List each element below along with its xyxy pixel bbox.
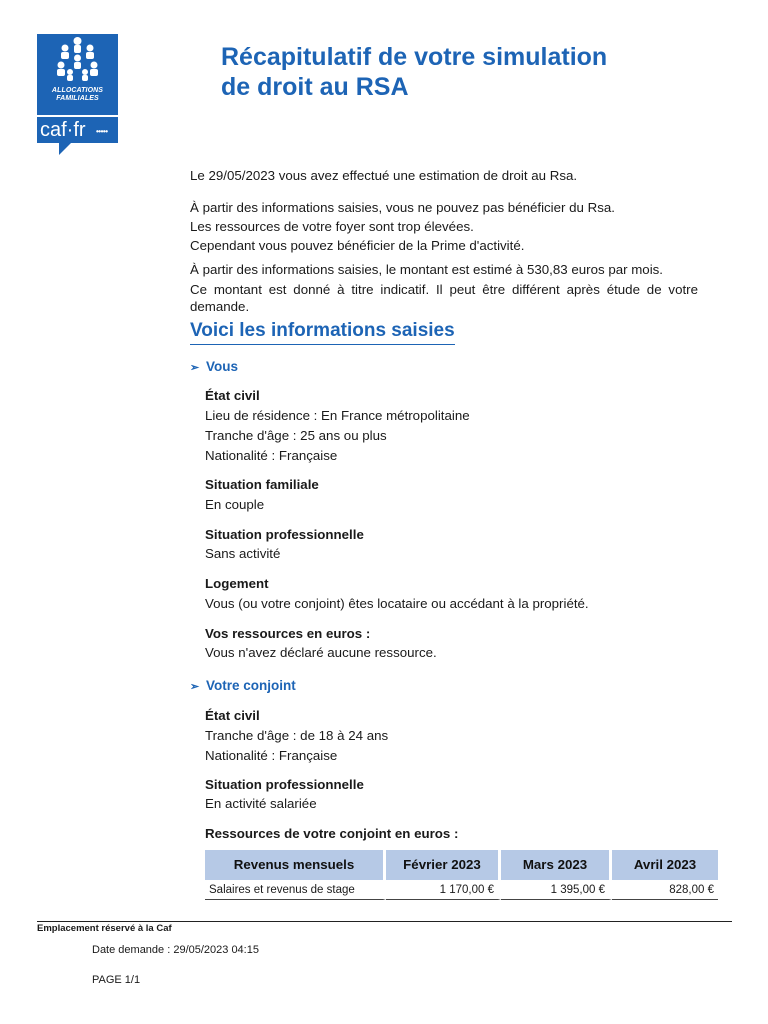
logo-caption	[37, 87, 118, 103]
table-cell-value: 1 170,00 €	[386, 880, 501, 900]
conjoint-ressources-table	[205, 850, 718, 900]
logo-brand: caf·fr	[40, 119, 86, 141]
logo-caption-line1: ALLOCATIONS	[51, 87, 104, 94]
conjoint-ressources-label: Ressources de votre conjoint en euros :	[205, 826, 459, 841]
section-title: Voici les informations saisies	[190, 319, 455, 345]
conjoint-age: Tranche d'âge : de 18 à 24 ans	[205, 728, 389, 743]
conjoint-heading-label: Votre conjoint	[206, 678, 296, 693]
caf-logo	[37, 34, 118, 155]
table-header-cell: Février 2023	[386, 850, 501, 880]
logo-emblem	[37, 34, 118, 115]
table-row	[205, 880, 718, 900]
table-cell-value: 828,00 €	[612, 880, 718, 900]
logo-dots: •••••	[96, 127, 108, 136]
table-header-cell: Revenus mensuels	[205, 850, 386, 880]
intro-reason: Les ressources de votre foyer sont trop élevées.	[190, 219, 474, 234]
vous-nationalite: Nationalité : Française	[205, 448, 338, 463]
page-title-line2: de droit au RSA	[221, 73, 409, 101]
logo-caption-line2: FAMILIALES	[56, 95, 99, 102]
vous-situation-familiale: En couple	[205, 497, 265, 512]
footer-title: Emplacement réservé à la Caf	[37, 923, 172, 934]
logo-speech-tail	[59, 143, 71, 155]
page-title	[221, 42, 741, 102]
vous-logement-label: Logement	[205, 576, 269, 591]
vous-heading-label: Vous	[206, 359, 239, 374]
family-figures-icon	[37, 34, 118, 88]
footer-divider	[37, 921, 732, 922]
vous-situation-pro: Sans activité	[205, 546, 281, 561]
table-header-cell: Avril 2023	[612, 850, 718, 880]
footer-date: Date demande : 29/05/2023 04:15	[92, 944, 259, 956]
vous-situation-pro-label: Situation professionnelle	[205, 527, 364, 542]
intro-prime-activite: Cependant vous pouvez bénéficier de la Prime d'activité.	[190, 238, 525, 253]
footer-page-number: PAGE 1/1	[92, 974, 141, 986]
arrow-right-icon: ➢	[190, 362, 200, 374]
intro-rsa-result: À partir des informations saisies, vous ne pouvez pas bénéficier du Rsa.	[190, 200, 615, 215]
vous-situation-familiale-label: Situation familiale	[205, 477, 319, 492]
intro-disclaimer: Ce montant est donné à titre indicatif. Il peut être différent après étude de votre demande.	[190, 282, 698, 314]
conjoint-etat-civil-label: État civil	[205, 708, 260, 723]
intro-date-line: Le 29/05/2023 vous avez effectué une estimation de droit au Rsa.	[190, 168, 578, 183]
vous-age: Tranche d'âge : 25 ans ou plus	[205, 428, 387, 443]
vous-ressources: Vous n'avez déclaré aucune ressource.	[205, 645, 437, 660]
conjoint-situation-pro: En activité salariée	[205, 796, 317, 811]
conjoint-situation-pro-label: Situation professionnelle	[205, 777, 364, 792]
vous-logement: Vous (ou votre conjoint) êtes locataire ou accédant à la propriété.	[205, 596, 589, 611]
table-cell-label: Salaires et revenus de stage	[205, 880, 386, 900]
logo-brand-bar	[37, 117, 118, 143]
table-cell-value: 1 395,00 €	[501, 880, 612, 900]
intro-amount: À partir des informations saisies, le montant est estimé à 530,83 euros par mois.	[190, 262, 664, 277]
conjoint-nationalite: Nationalité : Française	[205, 748, 338, 763]
page-title-line1: Récapitulatif de votre simulation	[221, 43, 608, 71]
table-header-row	[205, 850, 718, 880]
conjoint-heading	[190, 677, 296, 696]
vous-ressources-label: Vos ressources en euros :	[205, 626, 371, 641]
vous-heading	[190, 358, 238, 377]
vous-etat-civil-label: État civil	[205, 388, 260, 403]
vous-lieu: Lieu de résidence : En France métropolitaine	[205, 408, 470, 423]
table-header-cell: Mars 2023	[501, 850, 612, 880]
arrow-right-icon: ➢	[190, 681, 200, 693]
